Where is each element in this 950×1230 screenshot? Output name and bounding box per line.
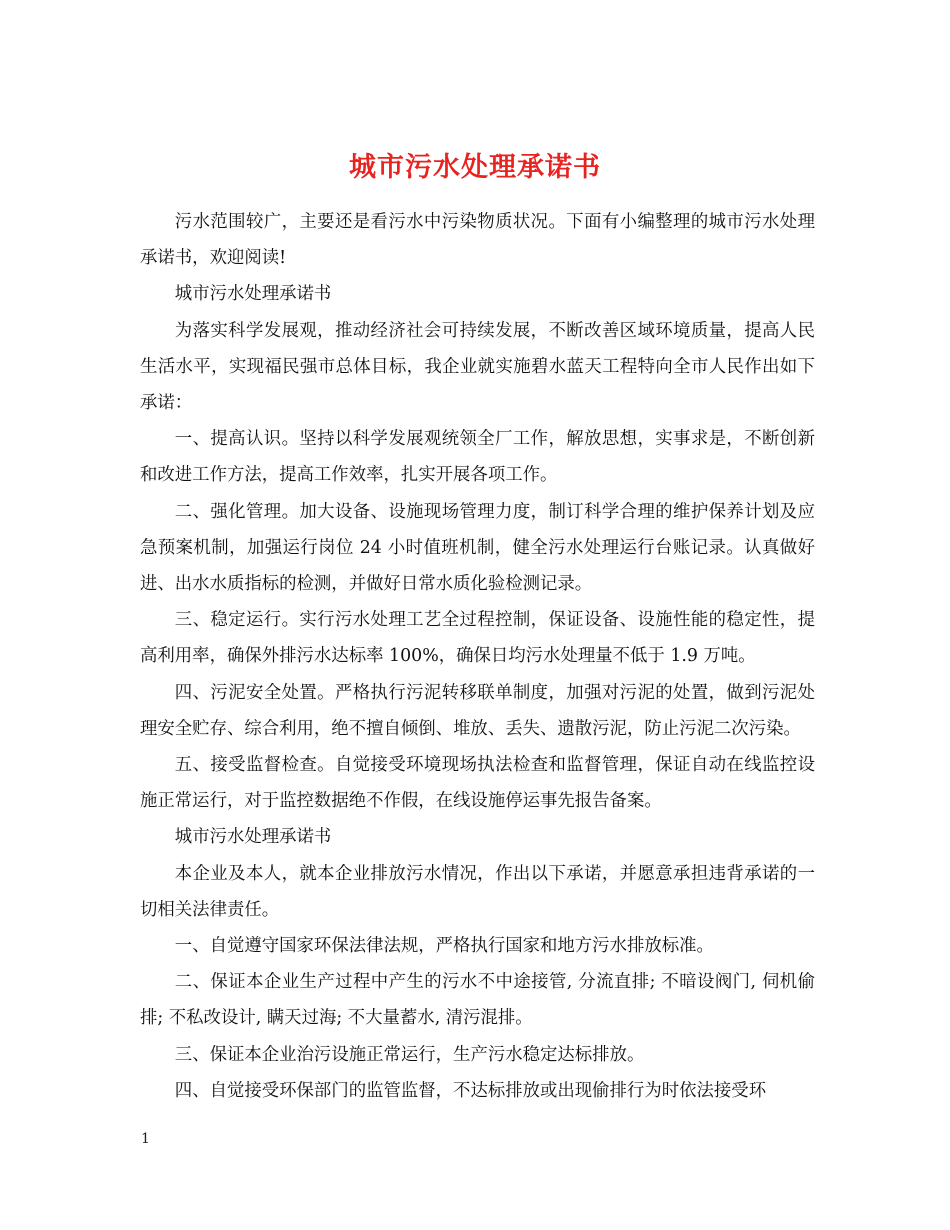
paragraph: 一、自觉遵守国家环保法律法规，严格执行国家和地方污水排放标准。 xyxy=(174,936,714,957)
paragraph: 四、污泥安全处置。严格执行污泥转移联单制度，加强对污泥的处置，做到污泥处理安全贮存、综合利用，绝不擅自倾倒、堆放、丢失、遗散污泥，防止污泥二次污染。 xyxy=(140,682,815,739)
paragraph: 本企业及本人，就本企业排放污水情况，作出以下承诺，并愿意承担违背承诺的一切相关法律责任。 xyxy=(140,863,815,920)
paragraph: 二、保证本企业生产过程中产生的污水不中途接管, 分流直排; 不暗设阀门, 伺机偷排; 不私改设计, 瞒天过海; 不大量蓄水, 清污混排。 xyxy=(140,972,815,1029)
section-heading: 城市污水处理承诺书 xyxy=(174,827,332,848)
intro-paragraph: 污水范围较广，主要还是看污水中污染物质状况。下面有小编整理的城市污水处理承诺书，欢迎阅读! xyxy=(140,212,815,269)
section-heading: 城市污水处理承诺书 xyxy=(174,284,332,305)
paragraph: 四、自觉接受环保部门的监管监督，不达标排放或出现偷排行为时依法接受环 xyxy=(174,1080,767,1101)
page-number: 1 xyxy=(141,1131,150,1147)
paragraph: 一、提高认识。坚持以科学发展观统领全厂工作，解放思想，实事求是，不断创新和改进工作方法，提高工作效率，扎实开展各项工作。 xyxy=(140,429,815,486)
paragraph: 三、稳定运行。实行污水处理工艺全过程控制，保证设备、设施性能的稳定性，提高利用率，确保外排污水达标率 100%，确保日均污水处理量不低于 1.9 万吨。 xyxy=(140,610,815,667)
paragraph: 三、保证本企业治污设施正常运行，生产污水稳定达标排放。 xyxy=(174,1044,645,1065)
document-title: 城市污水处理承诺书 xyxy=(349,152,601,184)
document-body xyxy=(140,204,815,1109)
paragraph: 为落实科学发展观，推动经济社会可持续发展，不断改善区域环境质量，提高人民生活水平，实现福民强市总体目标，我企业就实施碧水蓝天工程特向全市人民作出如下承诺： xyxy=(140,320,815,414)
paragraph: 二、强化管理。加大设备、设施现场管理力度，制订科学合理的维护保养计划及应急预案机制，加强运行岗位 24 小时值班机制，健全污水处理运行台账记录。认真做好进、出水水质指标的检测，并做好日常水质化验检测记录。 xyxy=(140,501,815,595)
paragraph: 五、接受监督检查。自觉接受环境现场执法检查和监督管理，保证自动在线监控设施正常运行，对于监控数据绝不作假，在线设施停运事先报告备案。 xyxy=(140,755,815,812)
